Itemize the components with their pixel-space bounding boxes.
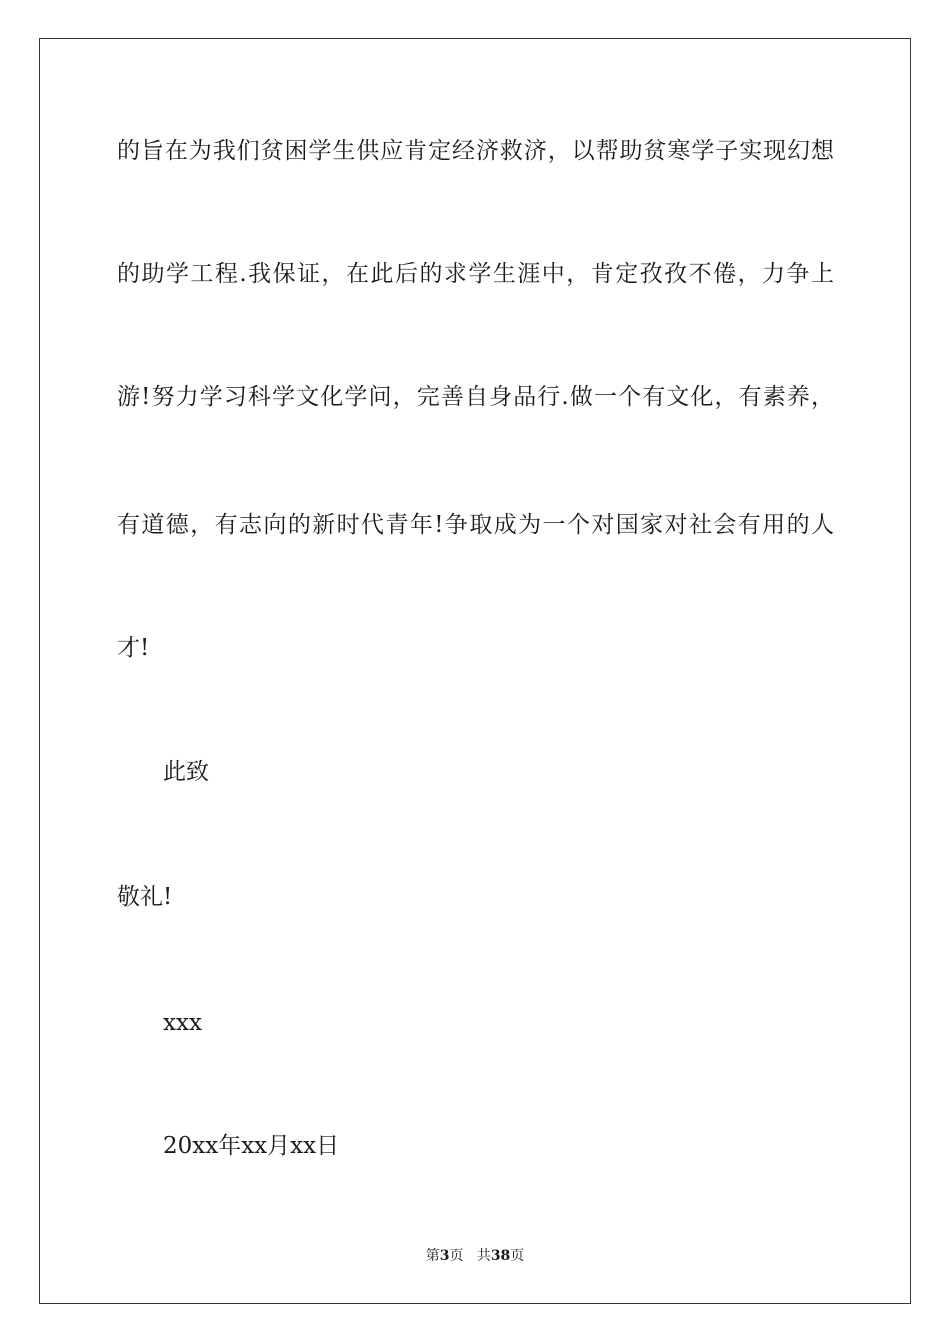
body-line-4: 有道德，有志向的新时代青年!争取成为一个对国家对社会有用的人 [117,512,834,538]
total-suffix: 页 [510,1248,525,1264]
salutation: 敬礼! [117,884,173,910]
page-prefix: 第 [425,1248,440,1264]
closing-phrase: 此致 [163,759,209,785]
date: 20xx年xx月xx日 [163,1133,340,1159]
total-prefix: 共 [476,1248,491,1264]
page-total: 38 [490,1248,511,1264]
page-border [39,38,911,1304]
page-current: 3 [439,1248,450,1264]
body-line-3: 游!努力学习科学文化学问，完善自身品行.做一个有文化，有素养， [117,384,834,410]
page-suffix: 页 [449,1248,464,1264]
body-line-5: 才! [117,635,150,661]
page-footer [0,1247,950,1265]
body-line-1: 的旨在为我们贫困学生供应肯定经济救济，以帮助贫寒学子实现幻想 [117,138,834,164]
signature: xxx [163,1010,202,1036]
body-line-2: 的助学工程.我保证，在此后的求学生涯中，肯定孜孜不倦，力争上 [117,261,834,287]
